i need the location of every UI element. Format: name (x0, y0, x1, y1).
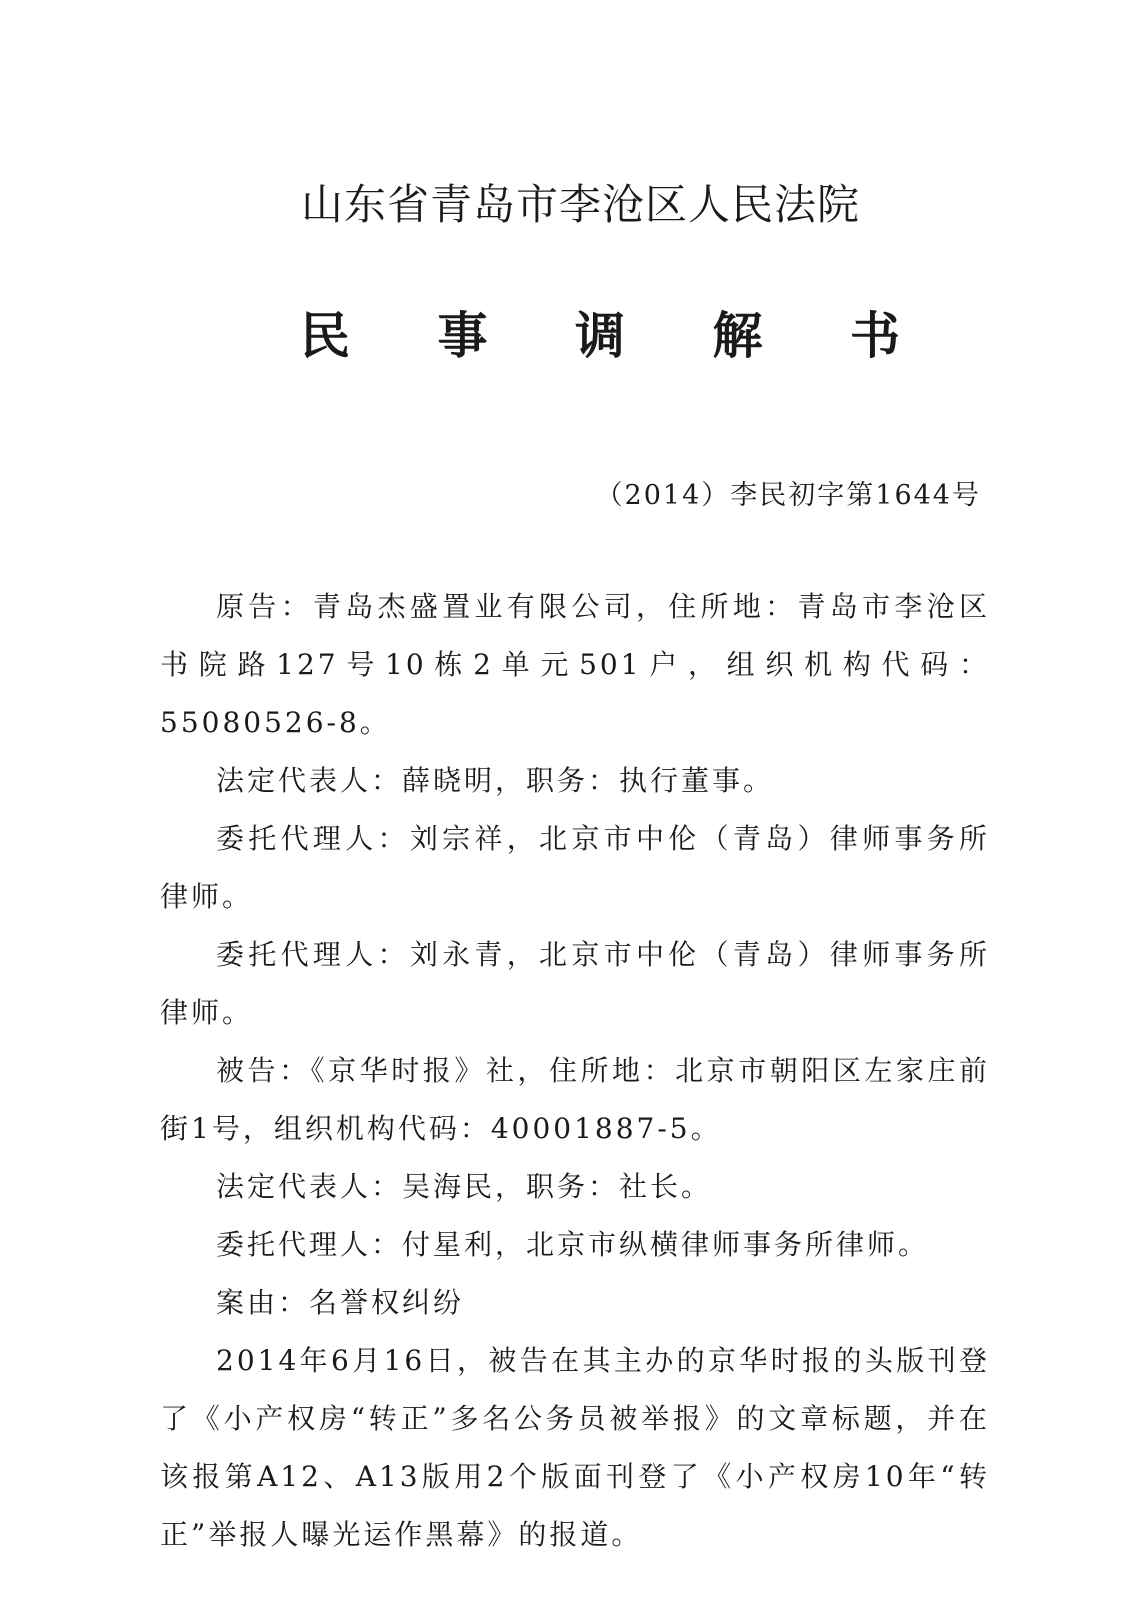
facts-paragraph: 2014年6月16日，被告在其主办的京华时报的头版刊登了《小产权房“转正”多名公务员被举报》的文章标题，并在该报第A12、A13版用2个版面刊登了《小产权房10年“转正”举报人曝光运作黑幕》的报道。 (160, 1344, 990, 1551)
cause-of-action: 案由：名誉权纠纷 (216, 1286, 465, 1319)
document-body (160, 578, 990, 1564)
defendant-paragraph: 被告：《京华时报》社，住所地：北京市朝阳区左家庄前街1号，组织机构代码：40001887-5。 (160, 1054, 990, 1145)
court-name: 山东省青岛市李沧区人民法院 (300, 180, 860, 229)
plaintiff-agent-2: 委托代理人：刘永青，北京市中伦（青岛）律师事务所律师。 (160, 938, 990, 1029)
defendant-agent: 委托代理人：付星利，北京市纵横律师事务所律师。 (216, 1228, 930, 1261)
title-char: 民 (300, 306, 350, 365)
title-char: 调 (575, 306, 625, 365)
plaintiff-legal-representative: 法定代表人：薛晓明，职务：执行董事。 (216, 764, 775, 797)
title-char: 书 (850, 306, 900, 365)
case-number: （2014）李民初字第1644号 (595, 480, 981, 511)
defendant-legal-representative: 法定代表人：吴海民，职务：社长。 (216, 1170, 713, 1203)
title-char: 事 (437, 306, 488, 365)
plaintiff-agent-1: 委托代理人：刘宗祥，北京市中伦（青岛）律师事务所律师。 (160, 822, 990, 913)
title-char: 解 (712, 306, 763, 365)
document-title (300, 296, 900, 368)
plaintiff-paragraph: 原告：青岛杰盛置业有限公司，住所地：青岛市李沧区书院路127号10栋2单元501户，组织机构代码：55080526-8。 (160, 590, 990, 739)
